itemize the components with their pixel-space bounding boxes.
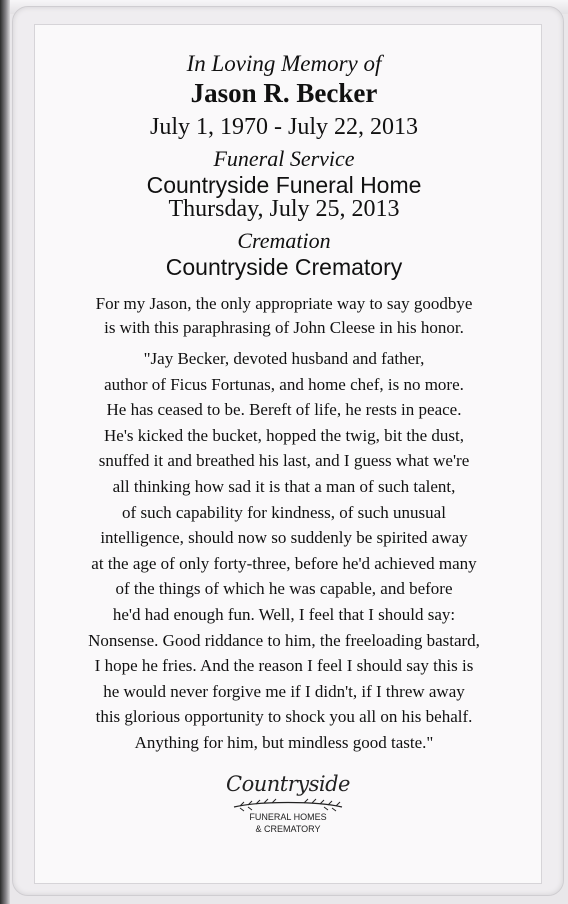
- cremation-place: Countryside Crematory: [165, 254, 403, 280]
- dedication-line: For my Jason, the only appropriate way to say goodbye: [95, 294, 473, 313]
- service-date: Thursday, July 25, 2013: [168, 196, 400, 222]
- service-label: Funeral Service: [213, 146, 355, 171]
- quote-line: Anything for him, but mindless good taste.": [134, 732, 434, 752]
- logo-wordmark: Countryside: [226, 772, 350, 796]
- quote-line: this glorious opportunity to shock you all on his behalf.: [95, 707, 473, 727]
- funeral-home-logo: [218, 772, 358, 842]
- wheat-swoosh-icon: [230, 798, 346, 812]
- quote-line: He's kicked the bucket, hopped the twig, bit the dust,: [104, 425, 464, 445]
- quote-line: I hope he fries. And the reason I feel I should say this is: [94, 656, 474, 676]
- life-dates: July 1, 1970 - July 22, 2013: [149, 114, 418, 140]
- quote-line: "Jay Becker, devoted husband and father,: [143, 349, 425, 368]
- service-place: Countryside Funeral Home: [146, 172, 422, 198]
- dedication-paragraph: [0, 292, 568, 340]
- quote-line: at the age of only forty-three, before he'd achieved many: [91, 553, 477, 573]
- quote-line: snuffed it and breathed his last, and I guess what we're: [98, 451, 470, 471]
- deceased-name: Jason R. Becker: [190, 78, 378, 108]
- quote-line: of such capability for kindness, of such unusual: [122, 502, 446, 522]
- quote-line: Nonsense. Good riddance to him, the freeloading bastard,: [88, 630, 480, 650]
- logo-subtitle-line2: & CREMATORY: [255, 824, 321, 834]
- quote-line: of the things of which he was capable, and before: [115, 579, 453, 599]
- quote-line: he would never forgive me if I didn't, if I threw away: [103, 681, 465, 701]
- quote-line: he'd had enough fun. Well, I feel that I should say:: [112, 604, 456, 624]
- memorial-intro: In Loving Memory of: [186, 51, 382, 76]
- logo-subtitle-line1: FUNERAL HOMES: [249, 812, 327, 822]
- tribute-quote: [0, 346, 568, 756]
- quote-line: He has ceased to be. Bereft of life, he rests in peace.: [106, 400, 462, 420]
- dedication-line: is with this paraphrasing of John Cleese in his honor.: [104, 318, 464, 337]
- cremation-label: Cremation: [237, 228, 331, 253]
- quote-line: author of Ficus Fortunas, and home chef, is no more.: [104, 374, 464, 394]
- quote-line: intelligence, should now so suddenly be spirited away: [100, 528, 468, 548]
- quote-line: all thinking how sad it is that a man of such talent,: [112, 476, 456, 496]
